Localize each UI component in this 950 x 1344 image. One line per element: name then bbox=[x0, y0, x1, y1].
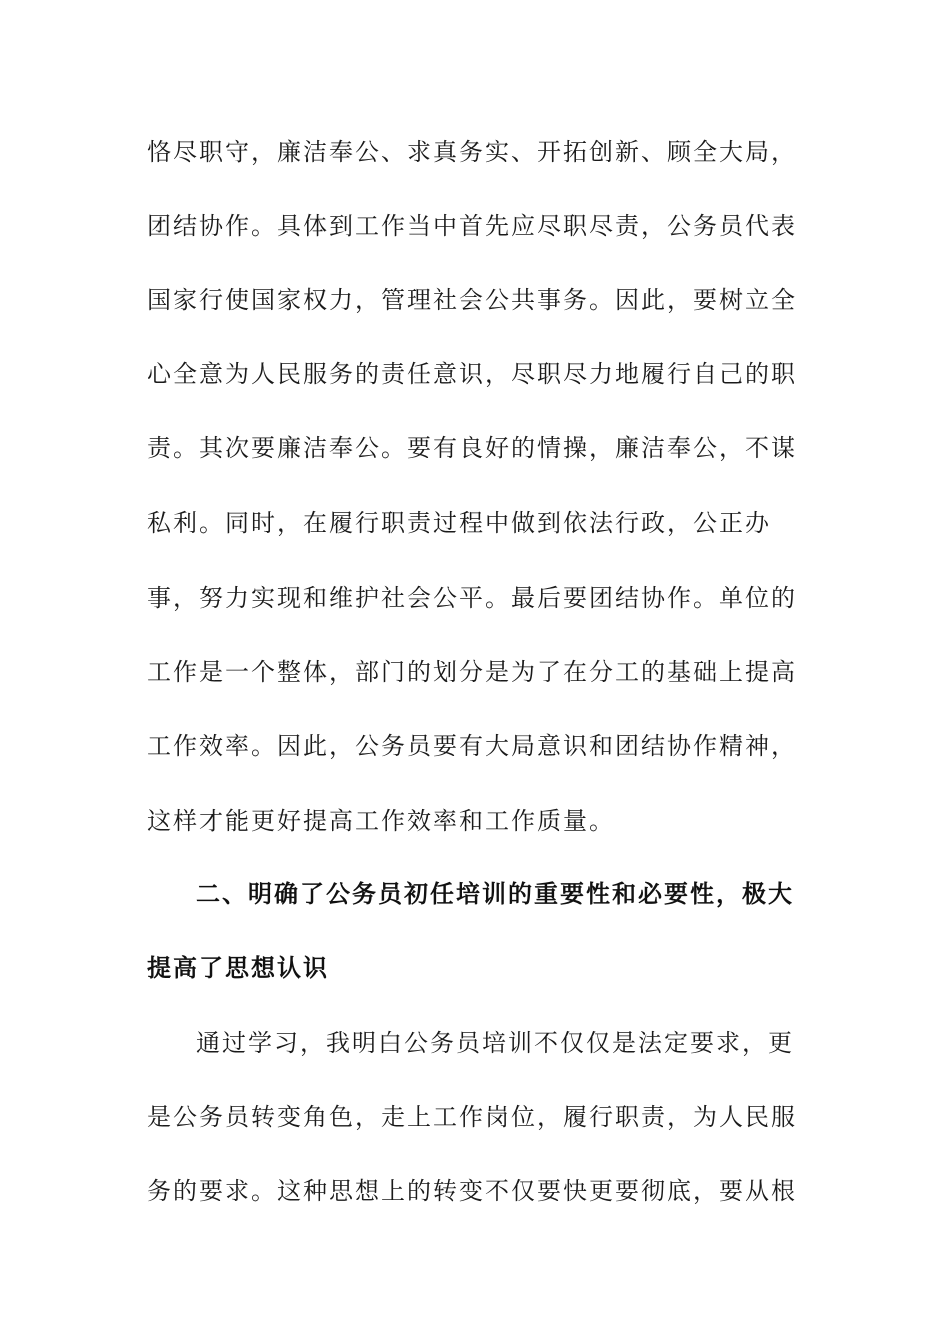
body-text-line: 通过学习，我明白公务员培训不仅仅是法定要求，更 bbox=[196, 1029, 794, 1057]
section-heading: 二、明确了公务员初任培训的重要性和必要性，极大 bbox=[196, 879, 794, 908]
body-text-line: 恪尽职守，廉洁奉公、求真务实、开拓创新、顾全大局， bbox=[147, 138, 797, 166]
body-text-line: 是公务员转变角色，走上工作岗位，履行职责，为人民服 bbox=[147, 1103, 797, 1131]
body-text-line: 事，努力实现和维护社会公平。最后要团结协作。单位的 bbox=[147, 584, 797, 612]
body-text-line: 心全意为人民服务的责任意识，尽职尽力地履行自己的职 bbox=[147, 360, 797, 388]
body-text-line: 团结协作。具体到工作当中首先应尽职尽责，公务员代表 bbox=[147, 212, 797, 240]
body-text-line: 这样才能更好提高工作效率和工作质量。 bbox=[147, 807, 615, 835]
body-text-line: 国家行使国家权力，管理社会公共事务。因此，要树立全 bbox=[147, 286, 797, 314]
body-text-line: 务的要求。这种思想上的转变不仅要快更要彻底，要从根 bbox=[147, 1177, 797, 1205]
body-text-line: 工作效率。因此，公务员要有大局意识和团结协作精神， bbox=[147, 732, 797, 760]
body-text-line: 工作是一个整体，部门的划分是为了在分工的基础上提高 bbox=[147, 658, 797, 686]
section-heading-continuation: 提高了思想认识 bbox=[147, 953, 329, 982]
body-text-line: 责。其次要廉洁奉公。要有良好的情操，廉洁奉公，不谋 bbox=[147, 434, 797, 462]
body-text-line: 私利。同时，在履行职责过程中做到依法行政，公正办 bbox=[147, 509, 771, 537]
